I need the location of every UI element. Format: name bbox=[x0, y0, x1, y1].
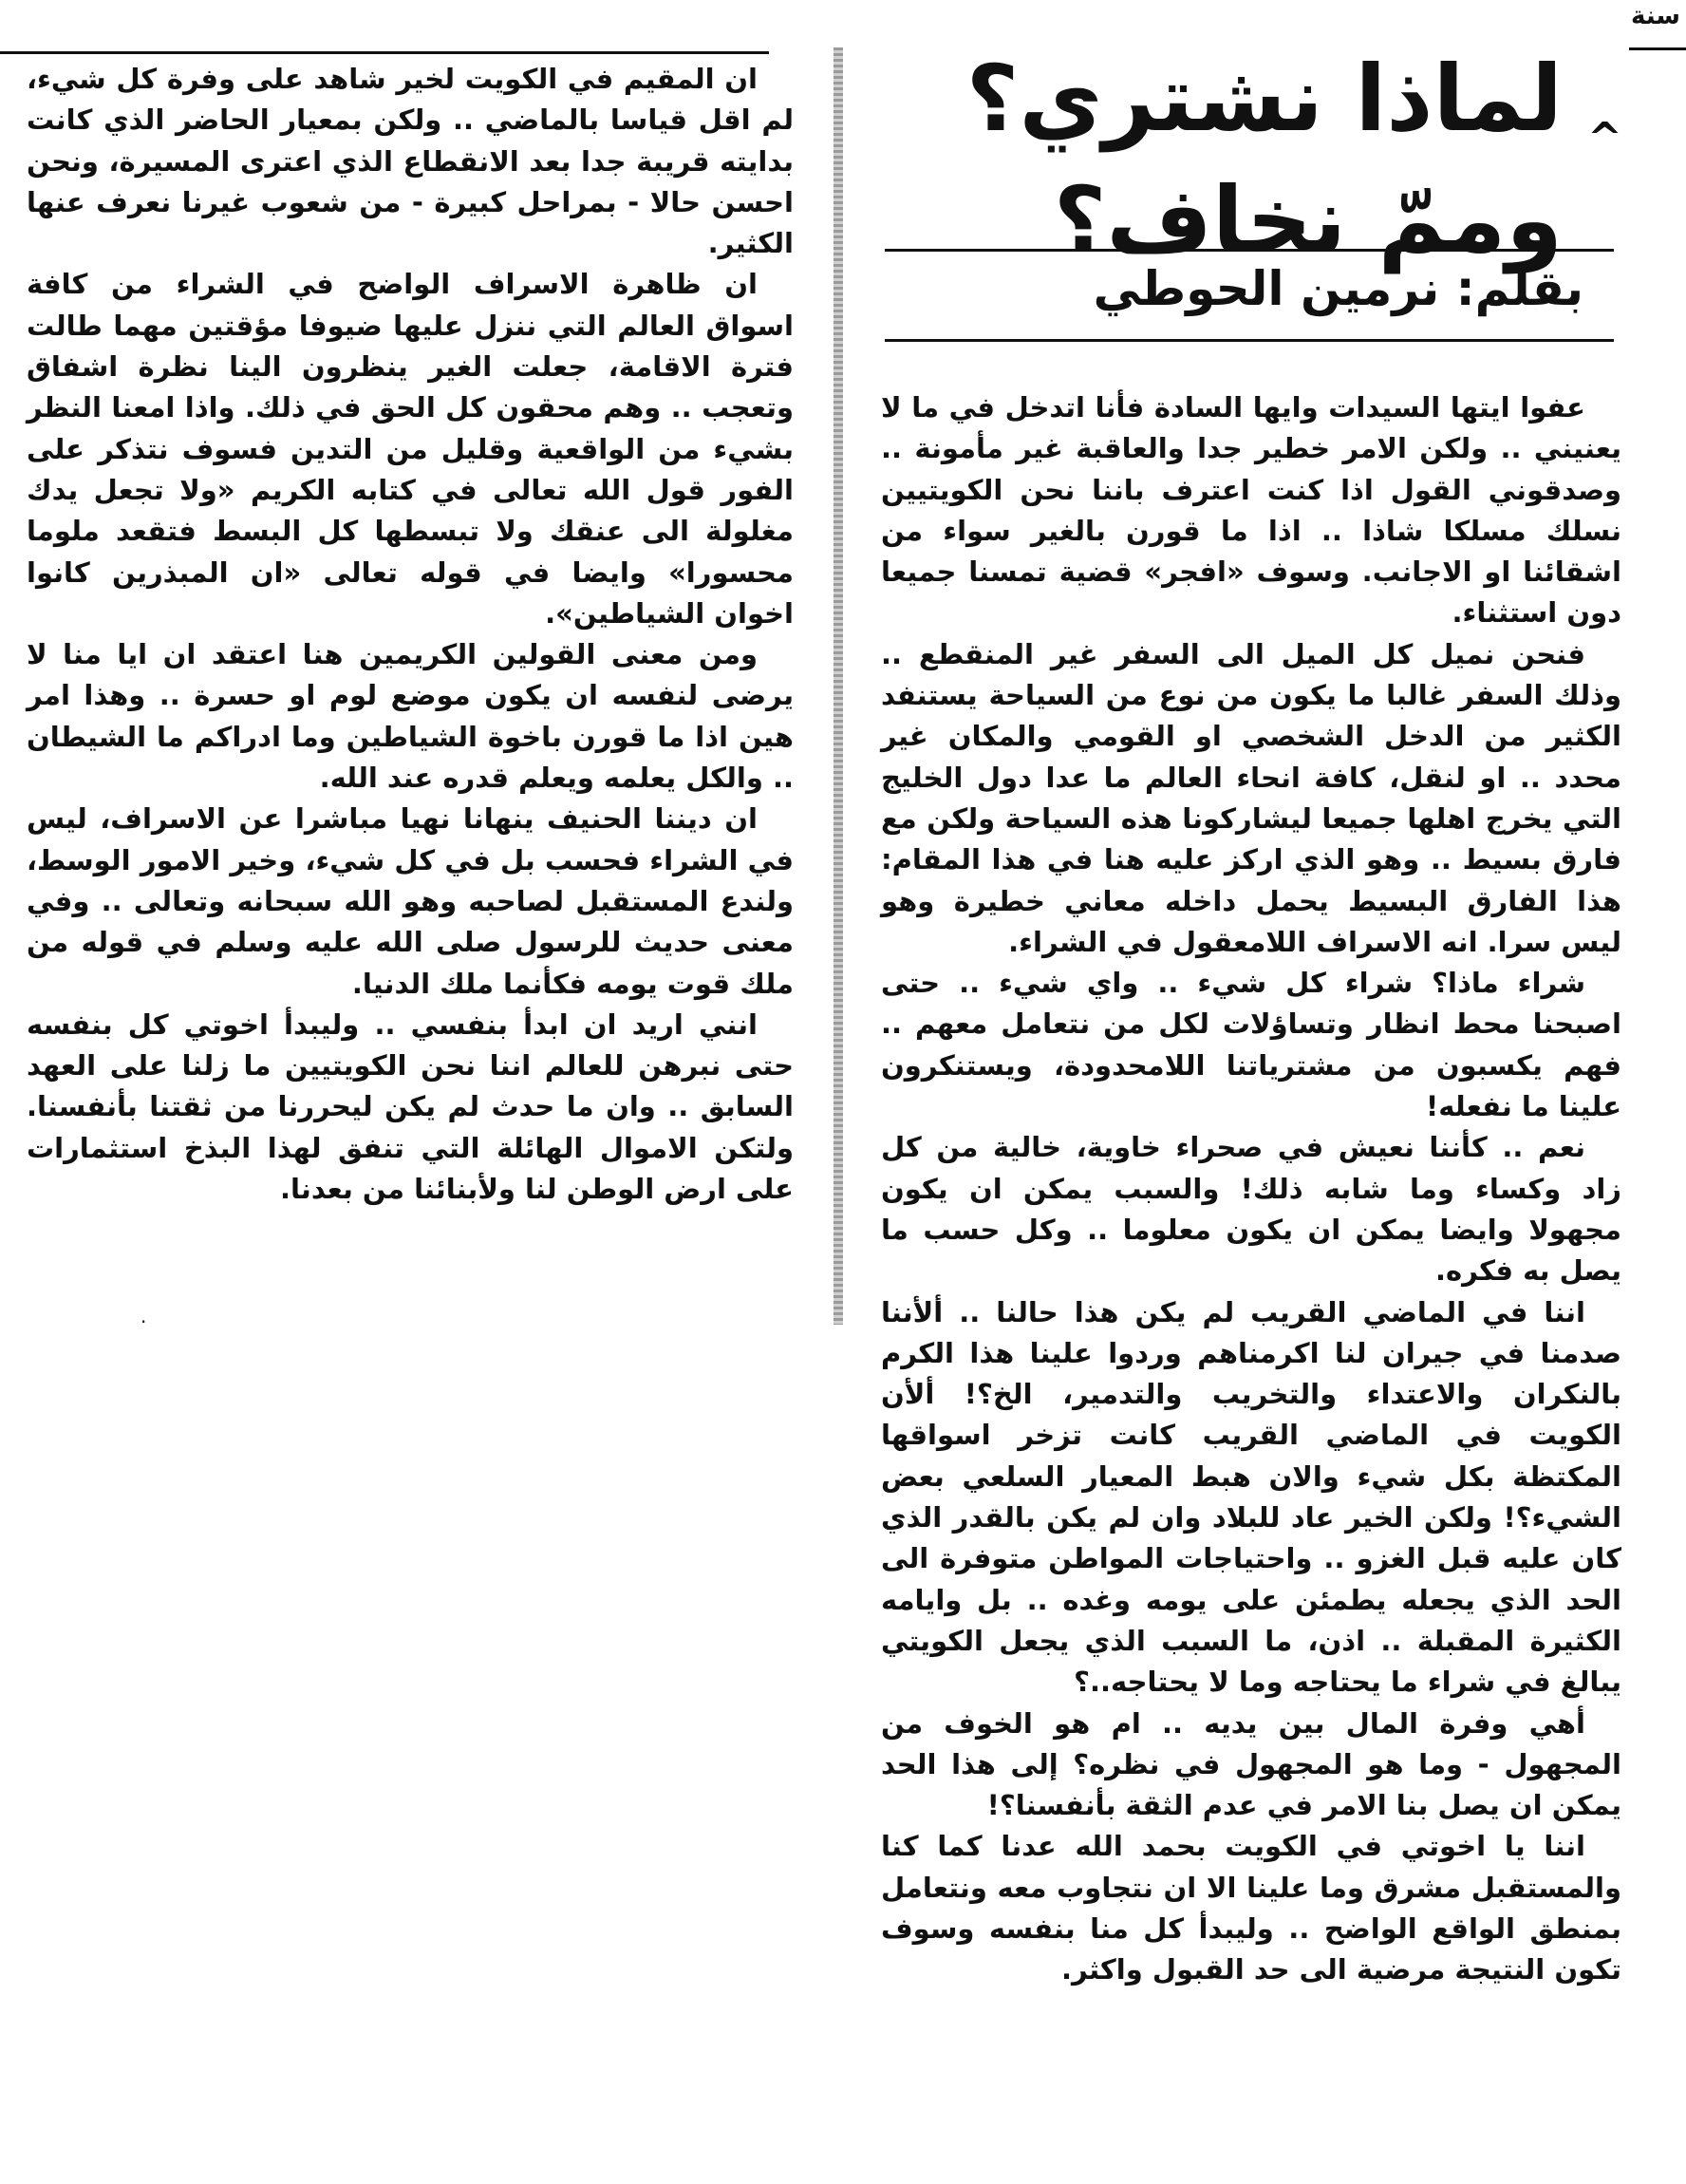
paragraph: اننا يا اخوتي في الكويت بحمد الله عدنا كما كنا والمستقبل مشرق وما علينا الا ان نتجاوب معه ونتعامل بمنطق الواقع الواضح .. وليبدأ كل منا بنفسه وسوف تكون النتيجة مرضية الى حد القبول واكثر. bbox=[881, 1830, 1621, 1986]
paragraph: انني اريد ان ابدأ بنفسي .. وليبدأ اخوتي كل بنفسه حتى نبرهن للعالم اننا نحن الكويتيين ما زلنا على العهد السابق .. وان ما حدث لم يكن ليحررنا من ثقتنا بأنفسنا. ولتكن الاموال الهائلة التي تنفق لهذا البذخ استثمارات على ارض الوطن لنا ولأبنائنا من بعدنا. bbox=[27, 1007, 794, 1206]
byline-rule-top bbox=[885, 249, 1614, 252]
byline-rule-bottom bbox=[885, 339, 1614, 342]
article-column-left bbox=[27, 59, 794, 1210]
paragraph: عفوا ايتها السيدات وايها السادة فأنا اتدخل في ما لا يعنيني .. ولكن الامر خطير جدا والعاقبة غير مأمونة .. وصدقوني القول اذا كنت اعترف باننا نحن الكويتيين نسلك مسلكا شاذا .. اذا ما قورن بالغير سواء من اشقائنا او الاجانب. وسوف «افجر» قضية تمسنا جميعا دون استثناء. bbox=[881, 391, 1621, 630]
paragraph: ان ديننا الحنيف ينهانا نهيا مباشرا عن الاسراف، ليس في الشراء فحسب بل في كل شيء، وخير الامور الوسط، ولندع المستقبل لصاحبه وهو الله سبحانه وتعالى .. وفي معنى حديث للرسول صلى الله عليه وسلم في قوله من ملك قوت يومه فكأنما ملك الدنيا. bbox=[27, 802, 794, 1000]
decorative-mark: ^ bbox=[1587, 114, 1622, 162]
corner-fragment: سنة bbox=[1631, 2, 1680, 30]
paragraph: فنحن نميل كل الميل الى السفر غير المنقطع .. وذلك السفر غالبا ما يكون من نوع من السياحة يستنفد الكثير من الدخل الشخصي او القومي والمكان غير محدد .. او لنقل، كافة انحاء العالم ما عدا دول الخليج التي يخرج اهلها جميعا ليشاركونا هذه السياحة ولكن مع فارق بسيط .. وهو الذي اركز عليه هنا في هذا المقام: هذا الفارق البسيط يحمل داخله معاني خطيرة وهو ليس سرا. انه الاسراف اللامعقول في الشراء. bbox=[881, 637, 1621, 958]
paragraph: اننا في الماضي القريب لم يكن هذا حالنا .. ألأننا صدمنا في جيران لنا اكرمناهم وردوا علينا هذا الكرم بالنكران والاعتداء والتخريب والتدمير، الخ؟! ألأن الكويت في الماضي القريب كانت تزخر اسواقها المكتظة بكل شيء والان هبط المعيار السلعي بعض الشيء؟! ولكن الخير عاد للبلاد وان لم يكن بالقدر الذي كان عليه قبل الغزو .. واحتياجات المواطن متوفرة الى الحد الذي يجعله يطمئن على يومه وغده .. بل وايامه الكثيرة المقبلة .. اذن، ما السبب الذي يجعل الكويتي يبالغ في شراء ما يحتاجه وما لا يحتاجه..؟ bbox=[881, 1295, 1621, 1699]
headline bbox=[898, 38, 1563, 281]
paragraph: ومن معنى القولين الكريمين هنا اعتقد ان ايا منا لا يرضى لنفسه ان يكون موضع لوم او حسرة .. وهذا امر هين اذا ما قورن باخوة الشياطين وما ادراكم ما الشيطان .. والكل يعلمه ويعلم قدره عند الله. bbox=[27, 638, 794, 795]
scan-speck: · bbox=[140, 1310, 147, 1333]
paragraph: أهي وفرة المال بين يديه .. ام هو الخوف من المجهول - وما هو المجهول في نظره؟ إلى هذا الحد يمكن ان يصل بنا الامر في عدم الثقة بأنفسنا؟! bbox=[881, 1706, 1621, 1822]
paragraph: شراء ماذا؟ شراء كل شيء .. واي شيء .. حتى اصبحنا محط انظار وتساؤلات لكل من نتعامل معهم .. فهم يكسبون من مشترياتنا اللامحدودة، ويستنكرون علينا ما نفعله! bbox=[881, 967, 1621, 1123]
paragraph: نعم .. كأننا نعيش في صحراء خاوية، خالية من كل زاد وكساء وما شابه ذلك! والسبب يمكن ان يكون مجهولا وايضا يمكن ان يكون معلوما .. وكل حسب ما يصل به فكره. bbox=[881, 1131, 1621, 1288]
headline-line-1: لماذا نشتري؟ bbox=[965, 46, 1563, 152]
top-rule bbox=[0, 51, 769, 54]
article-column-right bbox=[881, 387, 1621, 1991]
corner-rule bbox=[1629, 47, 1686, 50]
paragraph: ان ظاهرة الاسراف الواضح في الشراء من كافة اسواق العالم التي ننزل عليها ضيوفا مؤقتين مهما طالت فترة الاقامة، جعلت الغير ينظرون الينا نظرة اشفاق وتعجب .. وهم محقون كل الحق في ذلك. واذا امعنا النظر بشيء من الواقعية وقليل من التدين فسوف نتذكر على الفور قول الله تعالى في كتابه الكريم «ولا تجعل يدك مغلولة الى عنقك ولا تبسطها كل البسط فتقعد ملوما محسورا» وايضا في قوله تعالى «ان المبذرين كانوا اخوان الشياطين». bbox=[27, 268, 794, 630]
headline-line-2: وممّ نخاف؟ bbox=[1053, 167, 1563, 273]
byline: بقلم: نرمين الحوطي bbox=[1093, 261, 1583, 316]
paragraph: ان المقيم في الكويت لخير شاهد على وفرة كل شيء، لم اقل قياسا بالماضي .. ولكن بمعيار الحاضر الذي كانت بدايته قريبة جدا بعد الانقطاع الذي اعترى المسيرة، ونحن احسن حالا - بمراحل كبيرة - من شعوب غيرنا نعرف عنها الكثير. bbox=[27, 63, 794, 260]
column-divider bbox=[834, 47, 843, 1325]
